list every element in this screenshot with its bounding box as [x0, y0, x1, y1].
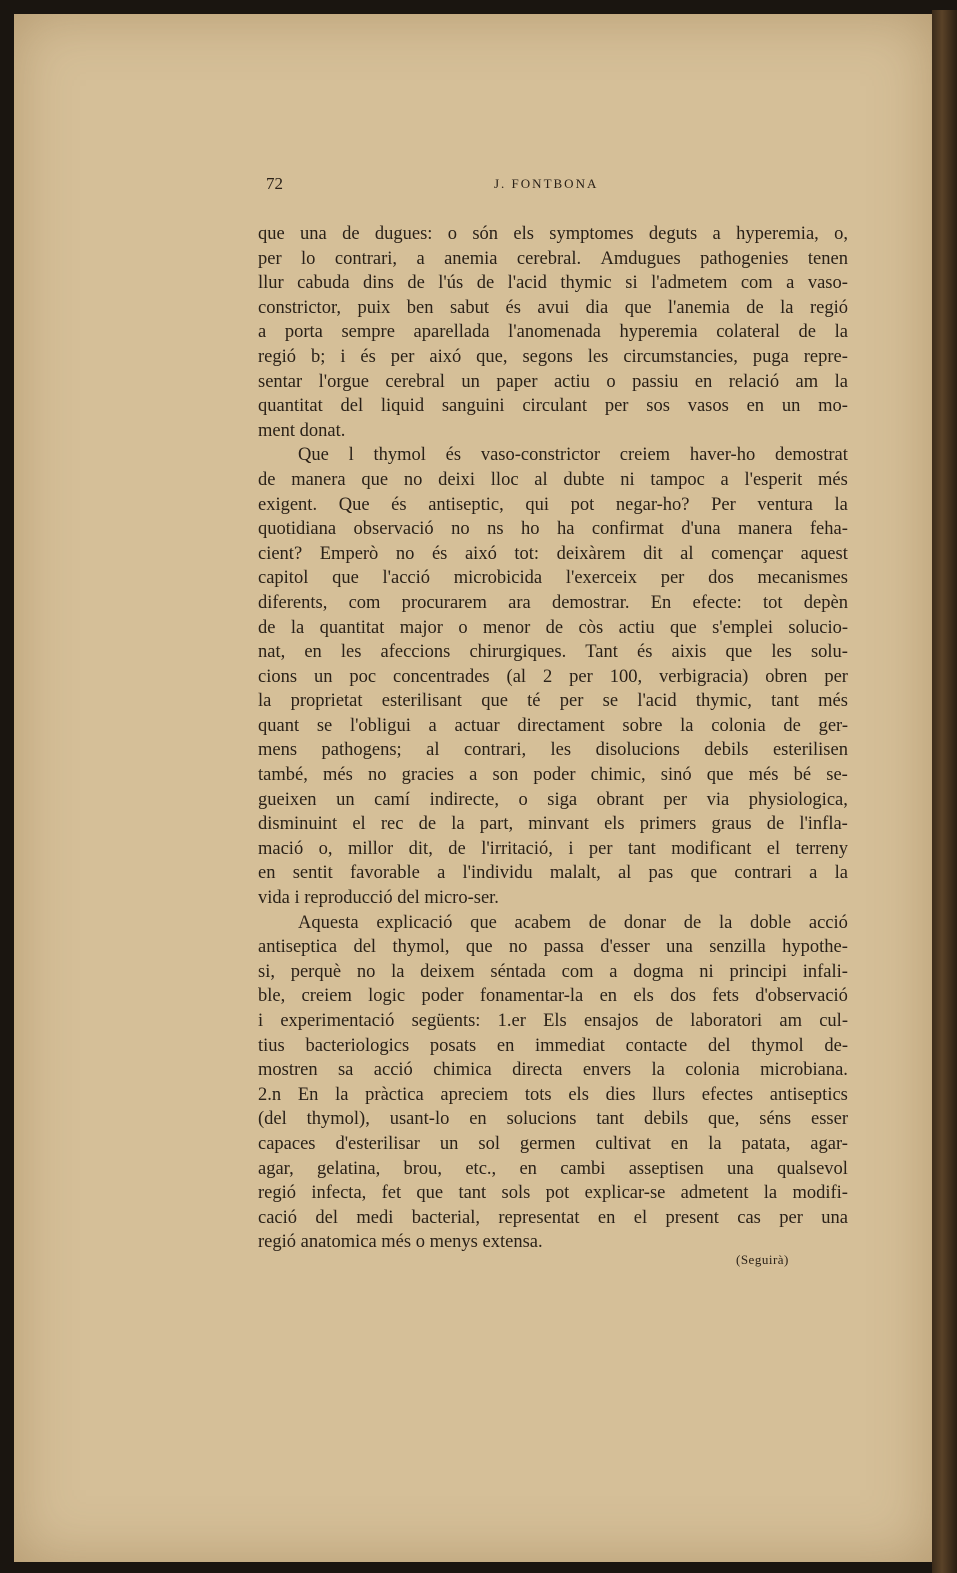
continuation-note: (Seguirà) — [736, 1252, 789, 1267]
running-head: J. FONTBONA — [494, 176, 599, 191]
text-line: Aquesta explicació que acabem de donar de la doble acció — [298, 912, 848, 933]
text-line: ment donat. — [258, 420, 346, 441]
text-line: agar, gelatina, brou, etc., en cambi asseptisen una qualsevol — [258, 1158, 848, 1179]
book-spine-edge — [932, 10, 957, 1573]
text-line: regió infecta, fet que tant sols pot explicar-se admetent la modifi- — [258, 1183, 848, 1204]
text-line: llur cabuda dins de l'ús de l'acid thymic si l'admetem com a vaso- — [258, 273, 848, 294]
text-line: que una de dugues: o són els symptomes deguts a hyperemia, o, — [258, 224, 848, 244]
text-line: ble, creiem logic poder fonamentar-la en els dos fets d'observació — [258, 986, 848, 1007]
page-number: 72 — [266, 174, 283, 193]
text-line: sentar l'orgue cerebral un paper actiu o passiu en relació am la — [258, 371, 848, 392]
text-line: vida i reproducció del micro-ser. — [258, 888, 499, 909]
text-line: antiseptica del thymol, que no passa d'esser una senzilla hypothe- — [258, 937, 848, 958]
text-line: de la quantitat major o menor de còs actiu que s'emplei solucio- — [258, 617, 848, 638]
text-line: cions un poc concentrades (al 2 per 100, verbigracia) obren per — [258, 666, 848, 687]
text-line: Que l thymol és vaso-constrictor creiem haver-ho demostrat — [298, 445, 848, 466]
text-line: exigent. Que és antiseptic, qui pot negar-ho? Per ventura la — [258, 494, 848, 515]
text-line: si, perquè no la deixem séntada com a dogma ni principi infali- — [258, 961, 848, 982]
text-line: regió b; i és per aixó que, segons les circumstancies, puga repre- — [258, 346, 848, 367]
text-line: en sentit favorable a l'individu malalt, al pas que contrari a la — [258, 863, 848, 884]
text-line: de manera que no deixi lloc al dubte ni tampoc a l'esperit més — [258, 469, 848, 490]
text-line: la proprietat esterilisant que té per se l'acid thymic, tant més — [258, 691, 848, 712]
text-line: tius bacteriologics posats en immediat contacte del thymol de- — [258, 1035, 848, 1056]
text-line: (del thymol), usant-lo en solucions tant debils que, séns esser — [258, 1109, 848, 1130]
text-line: diferents, com procurarem ara demostrar. En efecte: tot depèn — [258, 592, 848, 613]
text-line: 2.n En la pràctica apreciem tots els dies llurs efectes antiseptics — [258, 1084, 848, 1105]
text-line: quantitat del liquid sanguini circulant per sos vasos en un mo- — [258, 396, 848, 417]
text-line: disminuint el rec de la part, minvant els primers graus de l'infla- — [258, 814, 848, 835]
text-line: cient? Emperò no és aixó tot: deixàrem dit al començar aquest — [258, 543, 848, 564]
text-line: mostren sa acció chimica directa envers la colonia microbiana. — [258, 1060, 848, 1081]
text-line: cació del medi bacterial, representat en el present cas per una — [258, 1207, 848, 1228]
text-line: quotidiana observació no ns ho ha confirmat d'una manera feha- — [258, 519, 848, 540]
text-line: mens pathogens; al contrari, les disolucions debils esterilisen — [258, 740, 848, 761]
text-line: nat, en les afeccions chirurgiques. Tant és aixis que les solu- — [258, 642, 848, 663]
page-header — [258, 170, 848, 200]
text-line: capitol que l'acció microbicida l'exerceix per dos mecanismes — [258, 568, 848, 589]
text-line: constrictor, puix ben sabut és avui dia que l'anemia de la regió — [258, 297, 848, 318]
text-line: per lo contrari, a anemia cerebral. Amdugues pathogenies tenen — [258, 248, 848, 269]
text-line: i experimentació següents: 1.er Els ensajos de laboratori am cul- — [258, 1011, 848, 1031]
text-line: també, més no gracies a son poder chimic, sinó que més bé se- — [258, 765, 848, 786]
text-line: capaces d'esterilisar un sol germen cultivat en la patata, agar- — [258, 1133, 848, 1154]
text-line: mació o, millor dit, de l'irritació, i per tant modificant el terreny — [258, 838, 848, 859]
text-line: regió anatomica més o menys extensa. — [258, 1232, 543, 1253]
body-text — [258, 222, 848, 1255]
text-line: quant se l'obligui a actuar directament sobre la colonia de ger- — [258, 715, 848, 736]
text-line: a porta sempre aparellada l'anomenada hyperemia colateral de la — [258, 322, 848, 343]
text-line: gueixen un camí indirecte, o siga obrant per via physiologica, — [258, 789, 848, 810]
